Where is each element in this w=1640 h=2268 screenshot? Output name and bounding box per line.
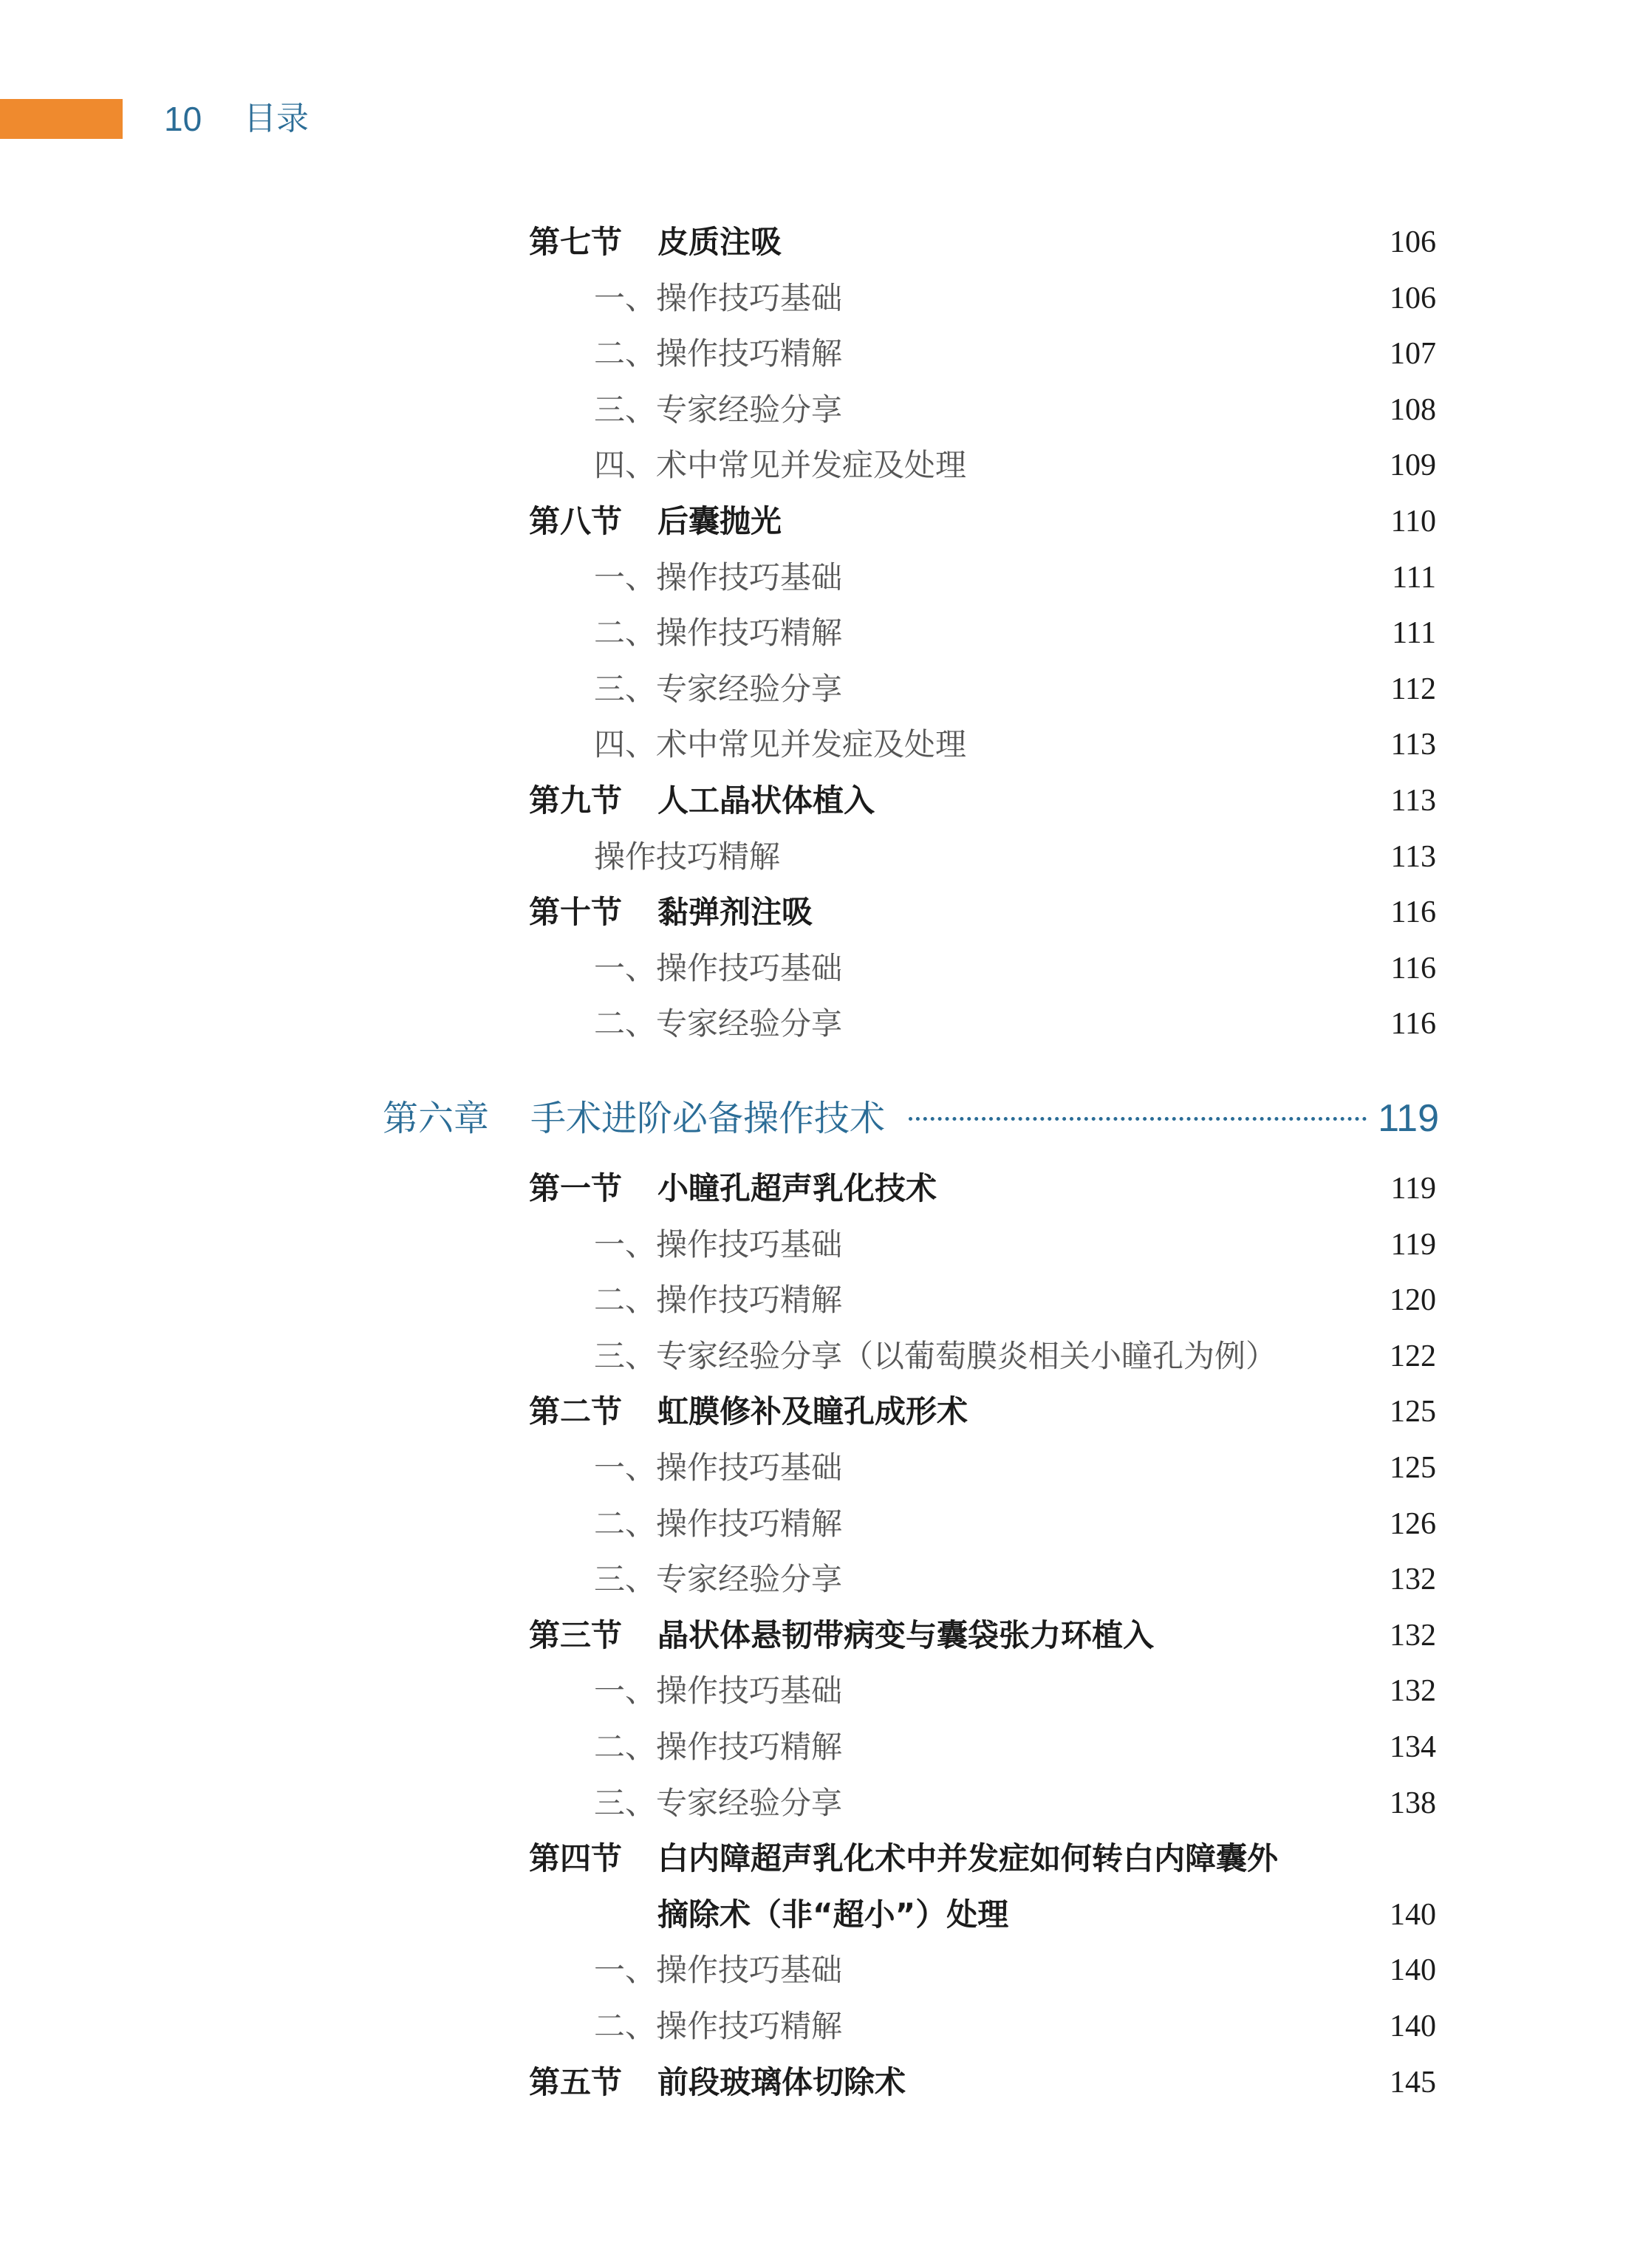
entry-page-number: 140: [1390, 1897, 1436, 1932]
toc-subsection-entry[interactable]: [0, 550, 1640, 606]
subsection-title: 四、术中常见并发症及处理: [594, 447, 967, 484]
section-title: 晶状体悬韧带病变与囊袋张力环植入: [657, 1616, 1155, 1653]
section-label: 第八节: [529, 503, 623, 539]
subsection-title: 二、操作技巧精解: [594, 2008, 843, 2044]
toc-subsection-entry[interactable]: [0, 1272, 1640, 1328]
toc-section-entry[interactable]: [0, 214, 1640, 270]
toc-subsection-entry[interactable]: [0, 1775, 1640, 1831]
toc-subsection-entry[interactable]: [0, 1663, 1640, 1719]
section-label: 第五节: [529, 2063, 623, 2100]
subsection-title: 三、专家经验分享: [594, 670, 843, 707]
toc-section-entry[interactable]: [0, 773, 1640, 829]
toc-subsection-entry[interactable]: [0, 996, 1640, 1052]
chapter-title: 手术进阶必备操作技术: [530, 1098, 886, 1139]
entry-page-number: 126: [1390, 1506, 1436, 1541]
toc-subsection-entry[interactable]: [0, 437, 1640, 493]
entry-page-number: 109: [1390, 448, 1436, 483]
toc-section-entry[interactable]: [0, 884, 1640, 940]
toc-subsection-entry[interactable]: [0, 829, 1640, 885]
toc-subsection-entry[interactable]: [0, 1942, 1640, 1998]
toc-subsection-entry[interactable]: [0, 940, 1640, 997]
subsection-title: 四、术中常见并发症及处理: [594, 726, 967, 763]
page-title: 目录: [244, 100, 309, 137]
subsection-title: 一、操作技巧基础: [594, 559, 843, 595]
entry-page-number: 116: [1390, 895, 1436, 930]
toc-subsection-entry[interactable]: [0, 717, 1640, 773]
entry-page-number: 119: [1390, 1172, 1436, 1206]
subsection-title: 三、专家经验分享: [594, 1784, 843, 1821]
entry-page-number: 113: [1390, 839, 1436, 874]
toc-subsection-entry[interactable]: [0, 1328, 1640, 1384]
subsection-title: 二、操作技巧精解: [594, 335, 843, 372]
toc-subsection-entry[interactable]: [0, 605, 1640, 661]
subsection-title: 一、操作技巧基础: [594, 279, 843, 316]
section-label: 第十节: [529, 894, 623, 931]
entry-page-number: 107: [1390, 337, 1436, 372]
chapter-label: 第六章: [383, 1098, 490, 1139]
section-label: 第九节: [529, 782, 623, 819]
subsection-title: 三、专家经验分享: [594, 1561, 843, 1598]
entry-page-number: 122: [1390, 1339, 1436, 1373]
subsection-title: 二、操作技巧精解: [594, 615, 843, 652]
toc-subsection-entry[interactable]: [0, 1440, 1640, 1496]
subsection-title: 三、专家经验分享（以葡萄膜炎相关小瞳孔为例）: [594, 1337, 1277, 1374]
entry-page-number: 113: [1390, 784, 1436, 818]
entry-page-number: 110: [1390, 505, 1436, 539]
entry-page-number: 111: [1392, 616, 1436, 651]
subsection-title: 二、专家经验分享: [594, 1005, 843, 1042]
entry-page-number: 119: [1390, 1227, 1436, 1262]
section-title: 黏弹剂注吸: [657, 894, 813, 931]
toc-subsection-entry[interactable]: [0, 270, 1640, 327]
toc-section-entry[interactable]: [0, 1384, 1640, 1440]
subsection-title: 操作技巧精解: [594, 838, 781, 875]
toc-subsection-entry[interactable]: [0, 1217, 1640, 1273]
entry-page-number: 132: [1390, 1674, 1436, 1709]
entry-page-number: 125: [1390, 1451, 1436, 1485]
entry-page-number: 112: [1390, 672, 1436, 706]
header-accent-bar: [0, 99, 123, 139]
entry-page-number: 113: [1390, 728, 1436, 762]
entry-page-number: 125: [1390, 1395, 1436, 1430]
page-number: 10: [164, 100, 202, 138]
subsection-title: 三、专家经验分享: [594, 391, 843, 428]
entry-page-number: 132: [1390, 1618, 1436, 1653]
entry-page-number: 108: [1390, 392, 1436, 427]
entry-page-number: 132: [1390, 1562, 1436, 1597]
toc-subsection-entry[interactable]: [0, 382, 1640, 438]
subsection-title: 一、操作技巧基础: [594, 1449, 843, 1486]
toc-subsection-entry[interactable]: [0, 1551, 1640, 1608]
section-title: 白内障超声乳化术中并发症如何转白内障囊外: [657, 1840, 1279, 1877]
section-title: 皮质注吸: [657, 224, 782, 260]
entry-page-number: 116: [1390, 1007, 1436, 1042]
section-title: 虹膜修补及瞳孔成形术: [657, 1393, 968, 1430]
entry-page-number: 106: [1390, 281, 1436, 315]
toc-subsection-entry[interactable]: [0, 1719, 1640, 1775]
section-label: 第四节: [529, 1840, 623, 1877]
chapter-leader-dots: [909, 1117, 1367, 1121]
entry-page-number: 120: [1390, 1283, 1436, 1318]
section-title: 摘除术（非“超小”）处理: [657, 1896, 1009, 1933]
subsection-title: 一、操作技巧基础: [594, 1226, 843, 1263]
subsection-title: 二、操作技巧精解: [594, 1282, 843, 1319]
toc-subsection-entry[interactable]: [0, 1998, 1640, 2054]
chapter-page-number: 119: [1378, 1097, 1439, 1140]
entry-page-number: 140: [1390, 1953, 1436, 1988]
toc-subsection-entry[interactable]: [0, 661, 1640, 717]
entry-page-number: 111: [1392, 560, 1436, 595]
toc-section-entry-continued[interactable]: [0, 1887, 1640, 1943]
toc-section-entry[interactable]: [0, 493, 1640, 550]
toc-subsection-entry[interactable]: [0, 326, 1640, 382]
section-title: 前段玻璃体切除术: [657, 2063, 906, 2100]
section-title: 小瞳孔超声乳化技术: [657, 1170, 937, 1206]
section-title: 后囊抛光: [657, 503, 782, 539]
subsection-title: 一、操作技巧基础: [594, 1952, 843, 1989]
section-title: 人工晶状体植入: [657, 782, 875, 819]
section-label: 第一节: [529, 1170, 623, 1206]
chapter-heading[interactable]: [0, 1087, 1640, 1150]
subsection-title: 二、操作技巧精解: [594, 1729, 843, 1765]
subsection-title: 二、操作技巧精解: [594, 1505, 843, 1542]
toc-section-entry[interactable]: [0, 1161, 1640, 1217]
subsection-title: 一、操作技巧基础: [594, 1673, 843, 1709]
entry-page-number: 106: [1390, 225, 1436, 259]
section-label: 第二节: [529, 1393, 623, 1430]
entry-page-number: 138: [1390, 1786, 1436, 1820]
section-label: 第三节: [529, 1616, 623, 1653]
entry-page-number: 134: [1390, 1730, 1436, 1764]
toc-section-entry[interactable]: [0, 1608, 1640, 1664]
entry-page-number: 140: [1390, 2009, 1436, 2043]
section-label: 第七节: [529, 224, 623, 260]
entry-page-number: 145: [1390, 2065, 1436, 2100]
toc-section-entry[interactable]: [0, 1831, 1640, 1887]
subsection-title: 一、操作技巧基础: [594, 949, 843, 986]
toc-section-entry[interactable]: [0, 2054, 1640, 2111]
toc-subsection-entry[interactable]: [0, 1496, 1640, 1552]
entry-page-number: 116: [1390, 951, 1436, 986]
